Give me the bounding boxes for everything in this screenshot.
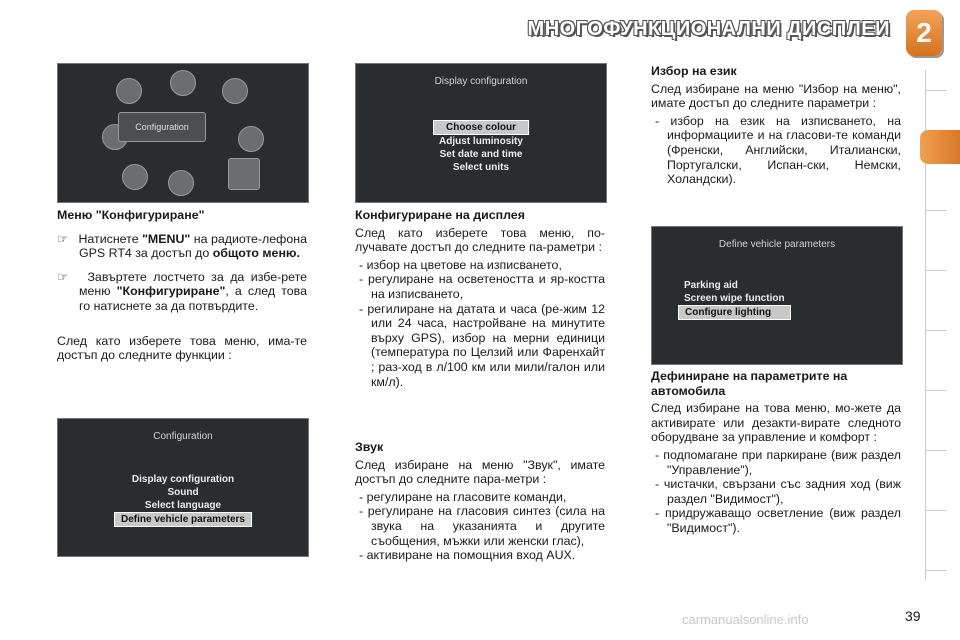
list-item: - подпомагане при паркиране (виж раздел "Управление"), [655, 447, 901, 477]
menu-item[interactable]: Select units [452, 162, 510, 173]
paragraph: След избиране на това меню, мо-жете да активирате или дезакти-вирате следното оборудване за управление и комфорт : [651, 401, 901, 445]
list-item: - избор на цветове на изписването, [359, 257, 562, 272]
column-2 [355, 208, 605, 389]
list-item: - чистачки, свързани със задния ход (виж раздел "Видимост"), [655, 477, 901, 506]
section-heading: Меню "Конфигуриране" [57, 208, 205, 222]
radio-icon [168, 170, 194, 196]
configuration-hub: Configuration [118, 112, 206, 142]
column-3 [651, 64, 901, 187]
list-item: - активиране на помощния вход AUX. [359, 548, 576, 563]
screen-heading: Define vehicle parameters [718, 239, 836, 250]
pointer-icon: ☞ [57, 269, 69, 284]
section-heading: Избор на език [651, 64, 737, 78]
column-1 [57, 208, 307, 363]
menu-item[interactable]: Define vehicle parameters [114, 512, 252, 527]
chapter-badge: 2 [906, 10, 942, 56]
vehicle-params-screenshot [651, 226, 903, 365]
list-item: - регулиране на гласовите команди, [359, 489, 567, 504]
menu-item[interactable]: Parking aid [684, 280, 738, 291]
paragraph: След избиране на меню "Избор на меню", имате достъп до следните параметри : [651, 81, 901, 111]
list-item: - избор на език на изписването, на информациите и на гласови-те команди (Френски, Английски, Италиански, Португалски, Испан-ски, Немски, Холандски). [655, 113, 901, 187]
menu-item[interactable]: Set date and time [439, 149, 523, 160]
music-icon [116, 78, 142, 104]
section-heading: Конфигуриране на дисплея [355, 208, 525, 222]
menu-item[interactable]: Sound [167, 487, 199, 498]
menu-item[interactable]: Adjust luminosity [439, 136, 523, 147]
pointer-icon: ☞ [57, 231, 69, 246]
column-3-vehicle [651, 369, 901, 536]
screen-heading: Configuration [153, 431, 213, 442]
display-config-screenshot [355, 63, 607, 203]
equalizer-icon [228, 158, 260, 190]
menu-item[interactable]: Display configuration [131, 474, 235, 485]
phone-icon [222, 78, 248, 104]
section-heading: Звук [355, 440, 384, 454]
menu-item[interactable]: Screen wipe function [684, 293, 785, 304]
tools-icon [122, 164, 148, 190]
paragraph: След избиране на меню "Звук", имате достъп до следните пара-метри : [355, 457, 605, 487]
menu-item[interactable]: Configure lighting [678, 305, 791, 320]
watermark: carmanualsonline.info [682, 612, 809, 627]
step-1: ☞ Натиснете "MENU" на радиоте-лефона GPS RT4 за достъп до общото меню. [57, 231, 307, 261]
main-menu-screenshot [57, 63, 309, 203]
menu-item[interactable]: Select language [144, 500, 222, 511]
paragraph: След като изберете това меню, по-лучавате достъп до следните па-раметри : [355, 225, 605, 255]
configuration-screenshot [57, 418, 309, 557]
screen-heading: Display configuration [434, 76, 528, 87]
settings-icon [238, 126, 264, 152]
list-item: - регулиране на осветеността и яр-костта на изписването, [359, 272, 605, 301]
list-item: - регилиране на датата и часа (ре-жим 12 или 24 часа, настройване на минутите върху GPS), избор на мерни единици (температура по Целзий или Фаренхайт ; раз-ход в л/100 км или мили/галон или км/л). [359, 301, 605, 389]
step-2: ☞ Завъртете лостчето за да избе-рете меню "Конфигуриране", а след това го натиснете за да потвърдите. [57, 269, 308, 313]
list-item: - придружаващо осветление (виж раздел "Видимост"). [655, 506, 901, 535]
section-heading: Дефиниране на параметрите на автомобила [651, 369, 848, 398]
column-2-sound [355, 440, 605, 563]
page-number: 39 [905, 608, 921, 624]
paragraph: След като изберете това меню, има-те достъп до следните функции : [57, 333, 307, 363]
side-tab-active [920, 130, 960, 164]
list-item: - регулиране на гласовия синтез (сила на звука на указанията и другите съобщения, мъжки или женски глас), [359, 504, 605, 548]
warning-icon [170, 70, 196, 96]
page-title: МНОГОФУНКЦИОНАЛНИ ДИСПЛЕИ [527, 18, 890, 40]
menu-item[interactable]: Choose colour [433, 120, 529, 135]
